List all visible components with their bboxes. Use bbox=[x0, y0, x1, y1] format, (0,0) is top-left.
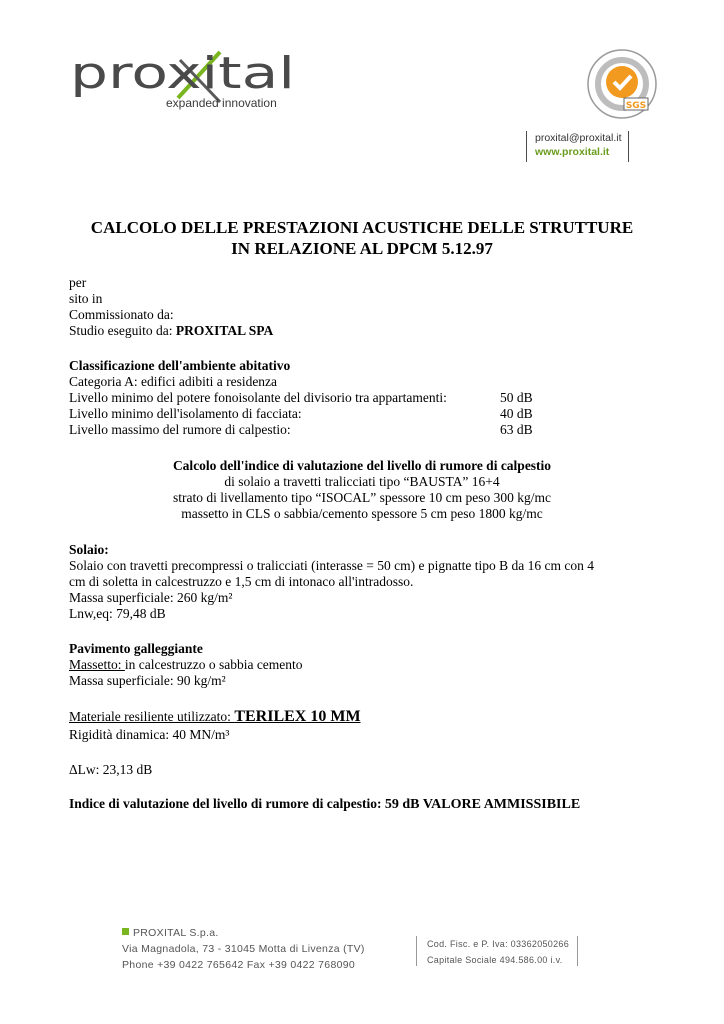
classification-row-3: Livello massimo del rumore di calpestio: bbox=[69, 422, 291, 437]
contact-email: proxital@proxital.it bbox=[535, 132, 622, 144]
result-line bbox=[69, 796, 580, 813]
title-line-1: CALCOLO DELLE PRESTAZIONI ACUSTICHE DELLE STRUTTURE bbox=[90, 218, 634, 237]
solaio-desc-1: Solaio con travetti precompressi o tralicciati (interasse = 50 cm) e pignatte tipo B da 16 cm con 4 bbox=[69, 558, 594, 573]
materiale-label: Materiale resiliente utilizzato: bbox=[69, 709, 235, 724]
result-value: 59 dB bbox=[384, 797, 420, 812]
info-studio bbox=[69, 323, 273, 339]
footer-fiscal-block bbox=[416, 936, 578, 966]
solaio-desc-2: cm di soletta in calcestruzzo e 1,5 cm di intonaco all'intradosso. bbox=[69, 574, 414, 589]
classification-category: Categoria A: edifici adibiti a residenza bbox=[69, 374, 278, 389]
calc-heading: Calcolo dell'indice di valutazione del livello di rumore di calpestio bbox=[172, 458, 552, 473]
document-title bbox=[0, 217, 724, 259]
delta-lw: ΔLw: 23,13 dB bbox=[69, 762, 153, 777]
green-square-icon bbox=[122, 928, 129, 935]
footer-address-block bbox=[122, 925, 365, 973]
proxital-logo bbox=[70, 44, 300, 114]
materiale-rigidita: Rigidità dinamica: 40 MN/m³ bbox=[69, 727, 230, 742]
footer-company-name: PROXITAL S.p.a. bbox=[133, 927, 219, 939]
solaio-lnw: Lnw,eq: 79,48 dB bbox=[69, 606, 166, 621]
info-sito: sito in bbox=[69, 291, 103, 306]
calc-line-2: strato di livellamento tipo “ISOCAL” spessore 10 cm peso 300 kg/mc bbox=[173, 490, 551, 505]
info-commissionato: Commissionato da: bbox=[69, 307, 174, 322]
solaio-massa: Massa superficiale: 260 kg/m² bbox=[69, 590, 233, 605]
studio-value: PROXITAL SPA bbox=[175, 323, 274, 338]
logo-wordmark: proxital bbox=[70, 48, 295, 99]
info-per: per bbox=[69, 275, 87, 290]
contact-website: www.proxital.it bbox=[535, 146, 610, 158]
result-label: Indice di valutazione del livello di rumore di calpestio: bbox=[69, 796, 385, 811]
result-verdict: VALORE AMMISSIBILE bbox=[422, 797, 581, 812]
logo-tagline: expanded innovation bbox=[166, 96, 277, 110]
materiale-value: TERILEX 10 MM bbox=[234, 708, 361, 725]
materiale-line bbox=[69, 709, 361, 725]
pavimento-massetto bbox=[69, 657, 303, 673]
footer-address: Via Magnadola, 73 - 31045 Motta di Livenza (TV) bbox=[122, 943, 365, 955]
massetto-label: Massetto: bbox=[69, 657, 125, 672]
classification-row-2: Livello minimo dell'isolamento di facciata: bbox=[69, 406, 302, 421]
title-line-2: IN RELAZIONE AL DPCM 5.12.97 bbox=[231, 239, 493, 258]
sgs-label: SGS bbox=[625, 101, 647, 111]
calc-line-3: massetto in CLS o sabbia/cemento spessore 5 cm peso 1800 kg/mc bbox=[181, 506, 543, 521]
classification-value-1: 50 dB bbox=[500, 390, 533, 405]
massetto-value: in calcestruzzo o sabbia cemento bbox=[124, 657, 303, 672]
classification-value-3: 63 dB bbox=[500, 422, 533, 437]
footer-phone: Phone +39 0422 765642 Fax +39 0422 768090 bbox=[122, 959, 355, 971]
classification-row-1: Livello minimo del potere fonoisolante del divisorio tra appartamenti: bbox=[69, 390, 447, 405]
solaio-heading: Solaio: bbox=[69, 542, 109, 557]
classification-heading: Classificazione dell'ambiente abitativo bbox=[69, 358, 291, 373]
footer-codfisc: Cod. Fisc. e P. Iva: 03362050266 bbox=[427, 939, 570, 949]
footer-capitale: Capitale Sociale 494.586.00 i.v. bbox=[427, 955, 563, 965]
studio-label: Studio eseguito da: bbox=[69, 323, 176, 338]
pavimento-massa: Massa superficiale: 90 kg/m² bbox=[69, 673, 226, 688]
pavimento-heading: Pavimento galleggiante bbox=[69, 641, 203, 656]
footer-company bbox=[122, 925, 365, 941]
calc-line-1: di solaio a travetti tralicciati tipo “BAUSTA” 16+4 bbox=[224, 474, 500, 489]
certified-check-icon bbox=[606, 66, 638, 98]
contact-box bbox=[526, 131, 629, 162]
classification-value-2: 40 dB bbox=[500, 406, 533, 421]
iso-certification-badge bbox=[586, 48, 658, 120]
